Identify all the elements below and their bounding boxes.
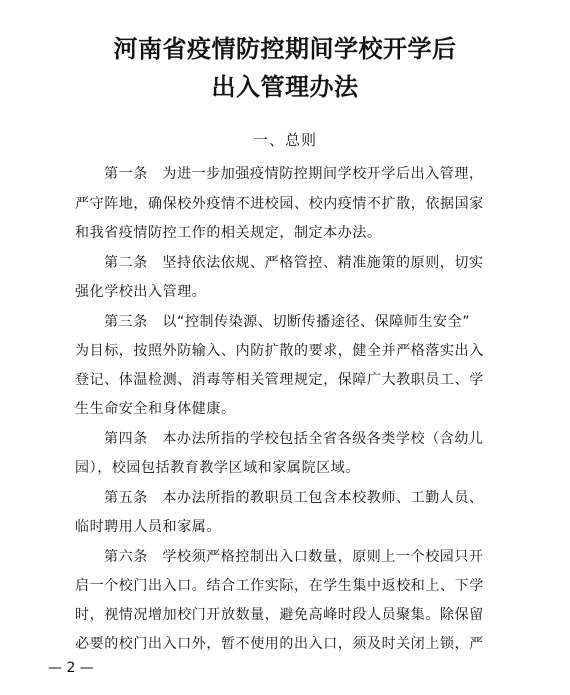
article-1-line-1: 第一条 为进一步加强疫情防控期间学校开学后出入管理， bbox=[104, 166, 484, 182]
article-3-line-3: 登记、体温检测、消毒等相关管理规定，保障广大教职员工、学 bbox=[75, 372, 484, 388]
article-1-line-2: 严守阵地，确保校外疫情不进校园、校内疫情不扩散，依据国家 bbox=[75, 196, 484, 212]
article-1-line-3: 和我省疫情防控工作的相关规定，制定本办法。 bbox=[75, 225, 382, 241]
article-2-line-2: 强化学校出入管理。 bbox=[75, 284, 207, 300]
article-5-line-2: 临时聘用人员和家属。 bbox=[75, 519, 221, 535]
article-2-line-1: 第二条 坚持依法依规、严格管控、精准施策的原则，切实 bbox=[104, 255, 484, 271]
article-3-line-4: 生生命安全和身体健康。 bbox=[75, 401, 236, 417]
section-heading-general: 一、总则 bbox=[252, 131, 317, 149]
article-4-line-2: 园），校园包括教育教学区域和家属院区域。 bbox=[75, 460, 360, 476]
article-5-line-1: 第五条 本办法所指的教职员工包含本校教师、工勤人员、 bbox=[104, 490, 484, 506]
article-6-line-3: 时，视情况增加校门开放数量，避免高峰时段人员聚集。除保留 bbox=[75, 607, 484, 623]
article-3-line-2: 为目标，按照外防输入、内防扩散的要求，健全并严格落实出入 bbox=[75, 343, 484, 359]
article-3-line-1: 第三条 以“控制传染源、切断传播途径、保障师生安全” bbox=[104, 314, 471, 330]
article-6-line-4: 必要的校门出入口外，暂不使用的出入口，须及时关闭上锁，严 bbox=[75, 636, 484, 652]
article-4-line-1: 第四条 本办法所指的学校包括全省各级各类学校（含幼儿 bbox=[104, 431, 484, 447]
document-title-line-1: 河南省疫情防控期间学校开学后 bbox=[113, 34, 457, 63]
article-6-line-2: 启一个校门出入口。结合工作实际，在学生集中返校和上、下学 bbox=[75, 578, 484, 594]
article-6-line-1: 第六条 学校须严格控制出入口数量，原则上一个校园只开 bbox=[104, 549, 484, 565]
page-number: — 2 — bbox=[48, 660, 94, 676]
document-title-line-2: 出入管理办法 bbox=[211, 72, 359, 101]
